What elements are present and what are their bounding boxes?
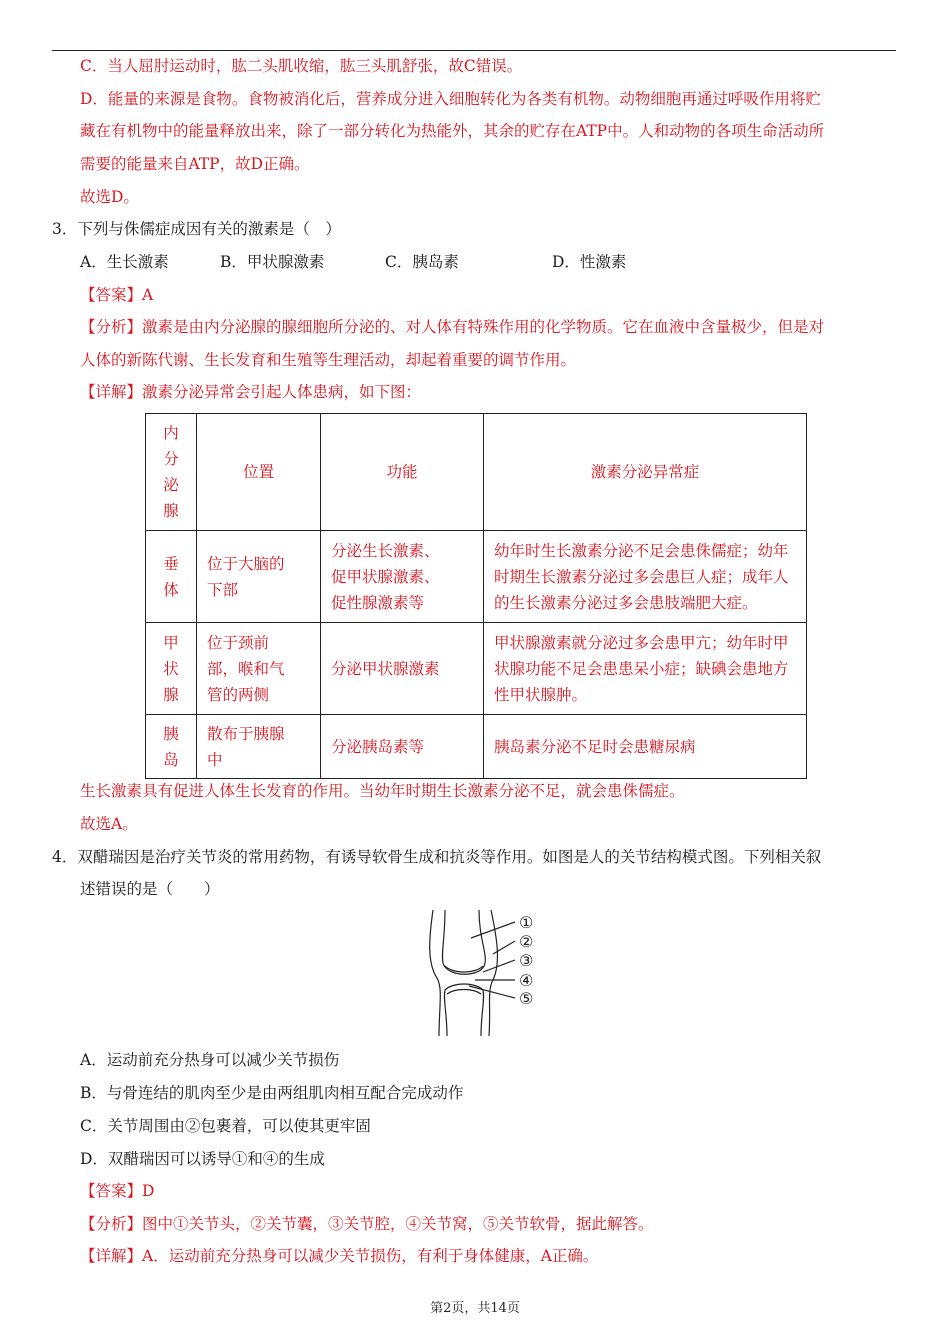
- diagram-label-2: ②: [519, 932, 534, 951]
- prev-option-d-line3: 需要的能量来自ATP，故D正确。: [80, 155, 310, 173]
- diagram-label-3: ③: [519, 951, 534, 970]
- position-cell: [197, 623, 321, 715]
- leader-line-3: [483, 960, 515, 972]
- q3-option-b: B．甲状腺激素: [220, 253, 325, 271]
- q3-options: [80, 252, 626, 272]
- prev-option-d-line1: D．能量的来源是食物。食物被消化后，营养成分进入细胞转化为各类有机物。动物细胞再通过呼吸作用将贮: [80, 90, 821, 108]
- page-footer: 第2页，共14页: [430, 1301, 520, 1316]
- gland-cell: [146, 623, 197, 715]
- prev-option-c: C．当人屈肘运动时，肱二头肌收缩，肱三头肌舒张，故C错误。: [80, 57, 523, 75]
- q3-stem-text: 下列与侏儒症成因有关的激素是（ ）: [77, 220, 341, 238]
- q3-analysis-line1: 【分析】激素是由内分泌腺的腺细胞所分泌的、对人体有特殊作用的化学物质。它在血液中含量极少，但是对: [80, 318, 825, 336]
- function-line: 分泌生长激素、: [331, 541, 440, 560]
- disorder-line: 胰岛素分泌不足时会患糖尿病: [494, 737, 696, 756]
- q3-option-d: D．性激素: [552, 253, 627, 271]
- prev-conclusion: 故选D。: [80, 188, 139, 206]
- position-cell: [197, 531, 321, 623]
- position-cell: [197, 715, 321, 779]
- diagram-label-5: ⑤: [519, 989, 534, 1008]
- q3-answer: 【答案】A: [80, 286, 154, 304]
- diagram-label-4: ④: [519, 971, 534, 990]
- q3-conclusion: 故选A。: [80, 815, 138, 833]
- q4-stem-line2: 述错误的是（ ）: [80, 880, 220, 898]
- q3-option-a: A．生长激素: [80, 253, 169, 271]
- joint-socket-cartilage: [447, 990, 481, 995]
- disorder-line: 幼年时生长激素分泌不足会患侏儒症；幼年: [494, 541, 789, 560]
- header-position: 位置: [197, 414, 321, 531]
- disorder-line: 甲状腺激素就分泌过多会患甲亢；幼年时甲: [494, 633, 789, 652]
- gland-name: 甲状腺: [163, 633, 179, 704]
- endocrine-table: [145, 413, 807, 779]
- q3-number: 3．: [52, 220, 78, 238]
- upper-bone: [442, 910, 485, 974]
- prev-option-d-line2: 藏在有机物中的能量释放出来，除了一部分转化为热能外，其余的贮存在ATP中。人和动物的各项生命活动所: [80, 122, 825, 140]
- q4-stem-text: 双醋瑞因是治疗关节炎的常用药物，有诱导软骨生成和抗炎等作用。如图是人的关节结构模式图。下列相关叙: [77, 848, 822, 866]
- position-line: 散布于胰腺: [207, 724, 285, 743]
- disorder-cell: [484, 623, 807, 715]
- header-rule: [52, 50, 896, 51]
- q3-detail: 【详解】激素分泌异常会引起人体患病，如下图：: [80, 383, 422, 401]
- q4-stem-line1: [52, 847, 821, 867]
- diagram-label-1: ①: [519, 913, 534, 932]
- disorder-line: 时期生长激素分泌过多会患巨人症；成年人: [494, 567, 789, 586]
- position-line: 管的两侧: [207, 685, 270, 704]
- leader-line-1: [471, 922, 515, 938]
- gland-name: 垂体: [163, 554, 179, 599]
- function-cell: [321, 623, 484, 715]
- q3-option-c: C．胰岛素: [385, 253, 459, 271]
- function-line: 促性腺激素等: [331, 593, 425, 612]
- function-line: 促甲状腺激素、: [331, 567, 440, 586]
- header-disorder: 激素分泌异常症: [484, 414, 807, 531]
- joint-structure-diagram: [423, 908, 553, 1038]
- table-row: [146, 623, 807, 715]
- gland-name: 胰岛: [163, 724, 179, 769]
- position-line: 下部: [207, 580, 239, 599]
- disorder-cell: [484, 715, 807, 779]
- header-gland-text: 内分泌腺: [163, 424, 179, 520]
- q4-option-a: A．运动前充分热身可以减少关节损伤: [80, 1051, 340, 1069]
- position-line: 中: [207, 750, 223, 769]
- q3-after-table: 生长激素具有促进人体生长发育的作用。当幼年时期生长激素分泌不足，就会患侏儒症。: [80, 782, 685, 800]
- function-cell: [321, 715, 484, 779]
- q4-option-d: D．双醋瑞因可以诱导①和④的生成: [80, 1150, 325, 1168]
- function-line: 分泌胰岛素等: [331, 737, 425, 756]
- table-row: [146, 715, 807, 779]
- function-line: 分泌甲状腺激素: [331, 659, 440, 678]
- position-line: 位于颈前: [207, 633, 270, 652]
- table-header-row: [146, 414, 807, 531]
- q3-analysis-line2: 人体的新陈代谢、生长发育和生殖等生理活动，却起着重要的调节作用。: [80, 351, 577, 369]
- q4-analysis: 【分析】图中①关节头，②关节囊，③关节腔，④关节窝，⑤关节软骨，据此解答。: [80, 1215, 654, 1233]
- q4-number: 4．: [52, 848, 78, 866]
- function-cell: [321, 531, 484, 623]
- header-gland: [146, 414, 197, 531]
- disorder-line: 状腺功能不足会患患呆小症；缺碘会患地方: [494, 659, 789, 678]
- q4-option-c: C．关节周围由②包裹着，可以使其更牢固: [80, 1117, 371, 1135]
- q4-detail: 【详解】A．运动前充分热身可以减少关节损伤，有利于身体健康，A正确。: [80, 1247, 599, 1265]
- gland-cell: [146, 715, 197, 779]
- table-row: [146, 531, 807, 623]
- q4-answer: 【答案】D: [80, 1182, 155, 1200]
- leader-line-5: [469, 986, 515, 998]
- position-line: 位于大脑的: [207, 554, 285, 573]
- disorder-line: 性甲状腺肿。: [494, 685, 588, 704]
- disorder-cell: [484, 531, 807, 623]
- disorder-line: 的生长激素分泌过多会患肢端肥大症。: [494, 593, 758, 612]
- gland-cell: [146, 531, 197, 623]
- q4-option-b: B．与骨连结的肌肉至少是由两组肌肉相互配合完成动作: [80, 1084, 464, 1102]
- joint-capsule-left: [430, 910, 441, 1036]
- position-line: 部，喉和气: [207, 659, 285, 678]
- header-function: 功能: [321, 414, 484, 531]
- q3-stem: [52, 219, 341, 239]
